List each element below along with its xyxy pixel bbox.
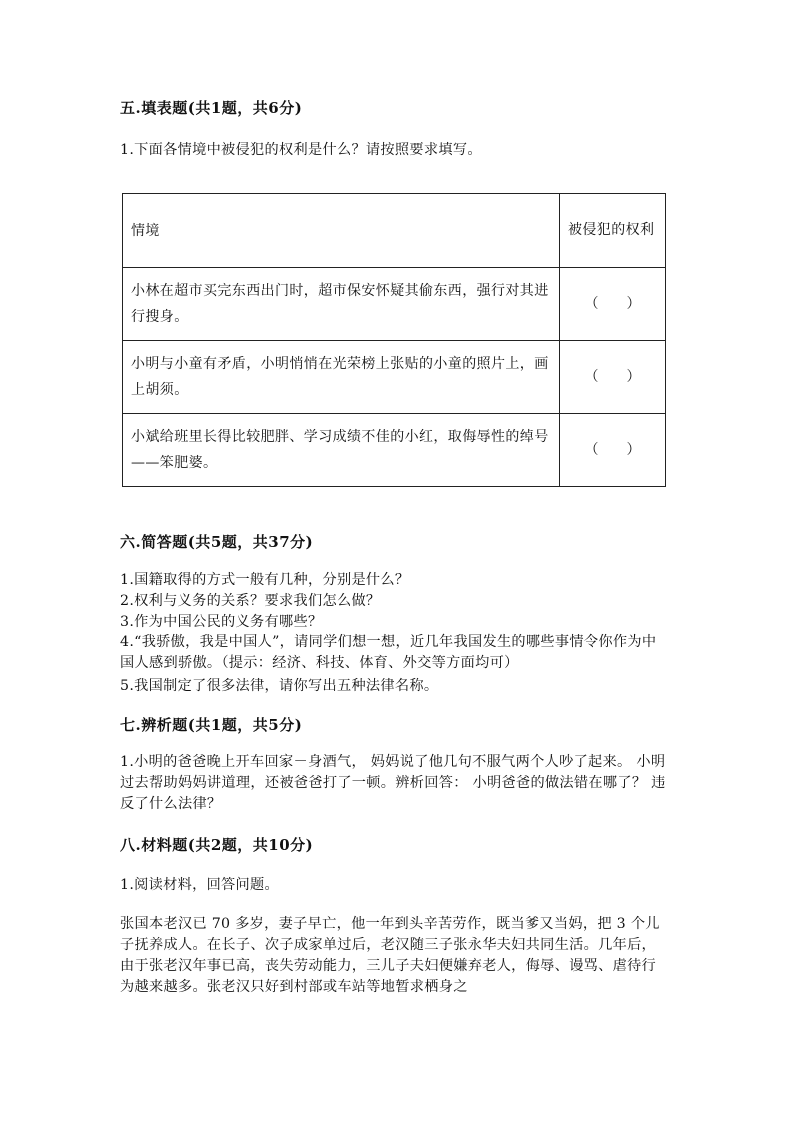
section-6-question-2: 2.权利与义务的关系？要求我们怎么做？	[120, 593, 381, 609]
section-6-question-5: 5.我国制定了很多法律，请你写出五种法律名称。	[120, 678, 439, 694]
section-6-question-4: 4.“我骄傲，我是中国人”，请同学们想一想，近几年我国发生的哪些事情令你作为中国人感到骄傲。（提示：经济、科技、体育、外交等方面均可）	[120, 634, 657, 671]
answer-blank[interactable]: （ ）	[560, 268, 666, 341]
section-7-heading: 七.辨析题(共1题，共5分)	[120, 716, 303, 734]
section-6-question-3: 3.作为中国公民的义务有哪些？	[120, 614, 323, 630]
section-6-question-1: 1.国籍取得的方式一般有几种，分别是什么？	[120, 572, 410, 588]
table-row-context: 小林在超市买完东西出门时，超市保安怀疑其偷东西，强行对其进行搜身。	[123, 268, 560, 341]
table-row	[123, 341, 666, 414]
table-header-right: 被侵犯的权利	[560, 194, 666, 268]
table-row-context: 小斌给班里长得比较肥胖、学习成绩不佳的小红，取侮辱性的绰号——笨肥婆。	[123, 414, 560, 487]
section-5-question-1: 1.下面各情境中被侵犯的权利是什么？请按照要求填写。	[120, 142, 482, 158]
section-8-material: 张国本老汉已 70 多岁，妻子早亡，他一年到头辛苦劳作，既当爹又当妈，把 3 个儿子抚养成人。在长子、次子成家单过后，老汉随三子张永华夫妇共同生活。几年后，由于张老汉年事已高，丧失劳动能力，三儿子夫妇便嫌弃老人，侮辱、谩骂、虐待行为越来越多。张老汉只好到村部或车站等地暂求栖身之	[120, 916, 660, 995]
section-8-heading: 八.材料题(共2题，共10分)	[120, 836, 314, 854]
table-header-context: 情境	[123, 194, 560, 268]
table-row-context: 小明与小童有矛盾，小明悄悄在光荣榜上张贴的小童的照片上，画上胡须。	[123, 341, 560, 414]
table-header-row	[123, 194, 666, 268]
table-row	[123, 414, 666, 487]
table-row	[123, 268, 666, 341]
section-6-heading: 六.简答题(共5题，共37分)	[120, 533, 314, 551]
answer-blank[interactable]: （ ）	[560, 341, 666, 414]
section-7-question-1: 1.小明的爸爸晚上开车回家－身酒气， 妈妈说了他几句不服气两个人吵了起来。 小明过去帮助妈妈讲道理，还被爸爸打了一顿。辨析回答： 小明爸爸的做法错在哪了？ 违反了什么法律？	[120, 754, 666, 812]
section-8-question-1: 1.阅读材料，回答问题。	[120, 877, 280, 893]
section-5-heading: 五.填表题(共1题，共6分)	[120, 99, 303, 117]
rights-table	[122, 193, 666, 487]
answer-blank[interactable]: （ ）	[560, 414, 666, 487]
